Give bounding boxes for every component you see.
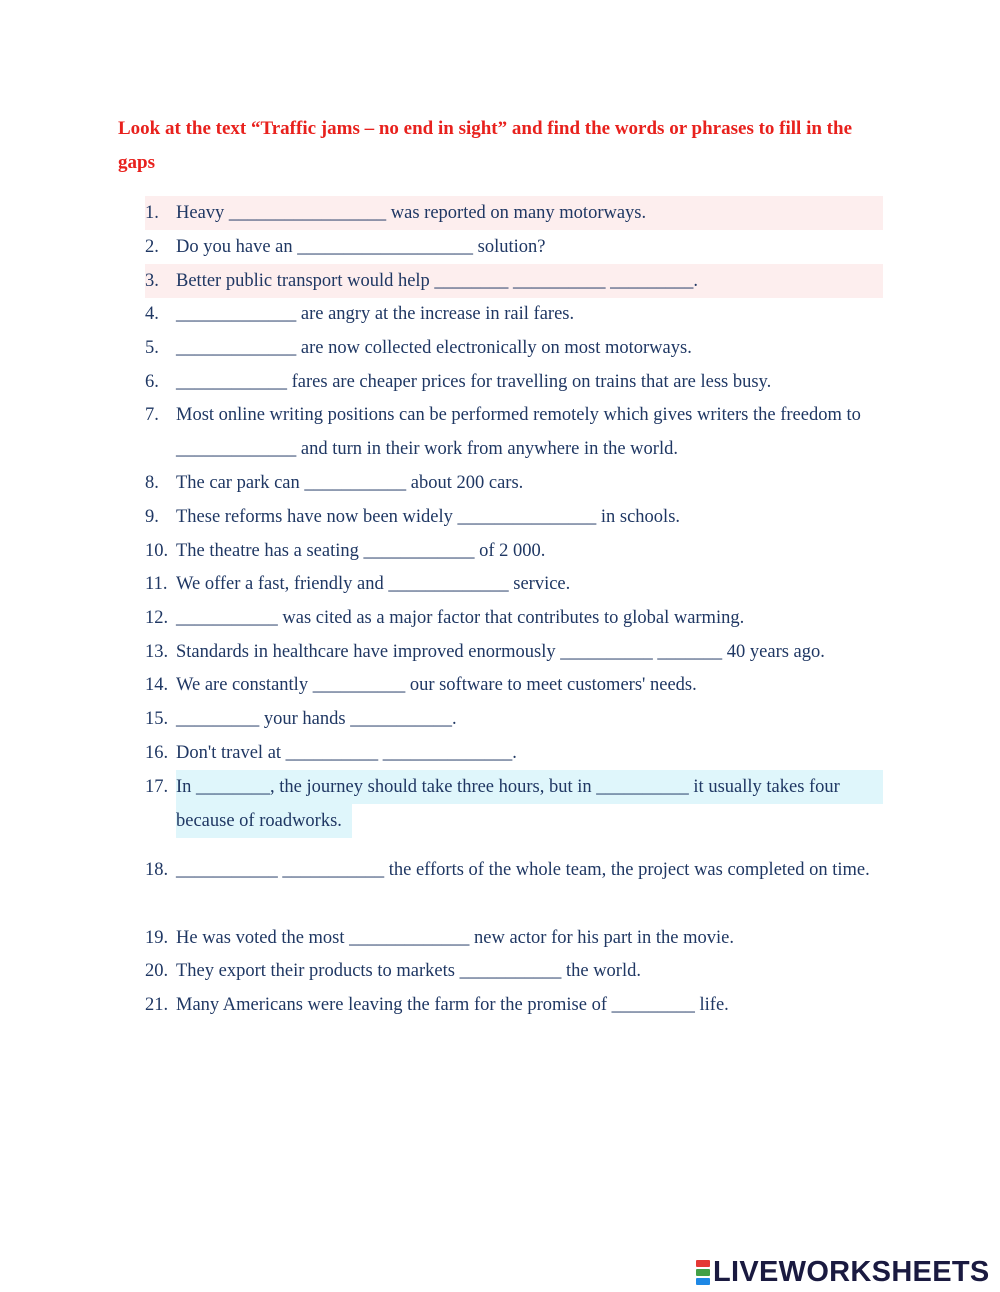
question-text: ____________ fares are cheaper prices for travelling on trains that are less busy. [176,372,772,392]
question-text: _____________ are now collected electronically on most motorways. [176,338,692,358]
question-item [145,668,883,702]
question-item [145,954,883,988]
question-item [145,534,883,568]
question-text: _____________ are angry at the increase in rail fares. [176,304,575,324]
question-text: The car park can ___________ about 200 cars. [176,473,524,493]
question-text: Do you have an ___________________ solution? [176,237,546,257]
question-number: 6. [145,372,159,392]
question-number: 15. [145,709,169,729]
question-number: 17. [145,777,169,797]
question-number: 1. [145,203,159,223]
question-number: 21. [145,995,169,1015]
question-item [145,853,883,887]
question-text: We offer a fast, friendly and _____________ service. [176,574,571,594]
question-text: _________ your hands ___________. [176,709,457,729]
question-item [145,770,883,838]
question-item [145,365,883,399]
question-number: 20. [145,961,169,981]
question-item [145,398,883,466]
question-item [145,230,883,264]
question-number: 19. [145,928,169,948]
question-item [145,921,883,955]
question-item [145,500,883,534]
question-number: 5. [145,338,159,358]
question-number: 8. [145,473,159,493]
question-number: 3. [145,271,159,291]
question-item [145,736,883,770]
question-text: They export their products to markets ___________ the world. [176,961,641,981]
question-item [145,297,883,331]
question-item [145,635,883,669]
question-number: 18. [145,860,169,880]
question-number: 4. [145,304,159,324]
question-text: He was voted the most _____________ new actor for his part in the movie. [176,928,734,948]
question-text: Many Americans were leaving the farm for the promise of _________ life. [176,995,729,1015]
question-item [145,264,883,298]
question-text: These reforms have now been widely _______________ in schools. [176,507,681,527]
question-item [145,567,883,601]
question-text: We are constantly __________ our software to meet customers' needs. [176,675,697,695]
question-item [145,196,883,230]
question-text: Heavy _________________ was reported on many motorways. [176,203,647,223]
question-text: ___________ was cited as a major factor that contributes to global warming. [176,608,745,628]
question-number: 14. [145,675,169,695]
question-text: Don't travel at __________ ______________. [176,743,517,763]
question-number: 10. [145,541,169,561]
question-number: 11. [145,574,168,594]
question-text: The theatre has a seating ____________ of 2 000. [176,541,546,561]
question-item [145,466,883,500]
question-number: 12. [145,608,169,628]
question-text: Better public transport would help ________ __________ _________. [176,271,699,291]
question-number: 9. [145,507,159,527]
instructions-heading: Look at the text “Traffic jams – no end in sight” and find the words or phrases to fill in the gaps [118,118,852,173]
question-item [145,988,883,1022]
question-text: Standards in healthcare have improved enormously __________ _______ 40 years ago. [176,642,825,662]
question-text: In ________, the journey should take three hours, but in __________ it usually takes four because of roadworks. [176,770,883,838]
question-item [145,331,883,365]
question-text: ___________ ___________ the efforts of the whole team, the project was completed on time. [176,860,870,880]
logo-icon [696,1260,710,1285]
question-number: 13. [145,642,169,662]
logo-text: LIVEWORKSHEETS [713,1255,990,1288]
question-number: 7. [145,405,159,425]
question-number: 16. [145,743,169,763]
question-item [145,601,883,635]
question-number: 2. [145,237,159,257]
question-item [145,702,883,736]
liveworksheets-logo [696,1252,990,1292]
question-text: Most online writing positions can be performed remotely which gives writers the freedom to _____________ and turn in their work from anywhere in the world. [176,405,861,459]
